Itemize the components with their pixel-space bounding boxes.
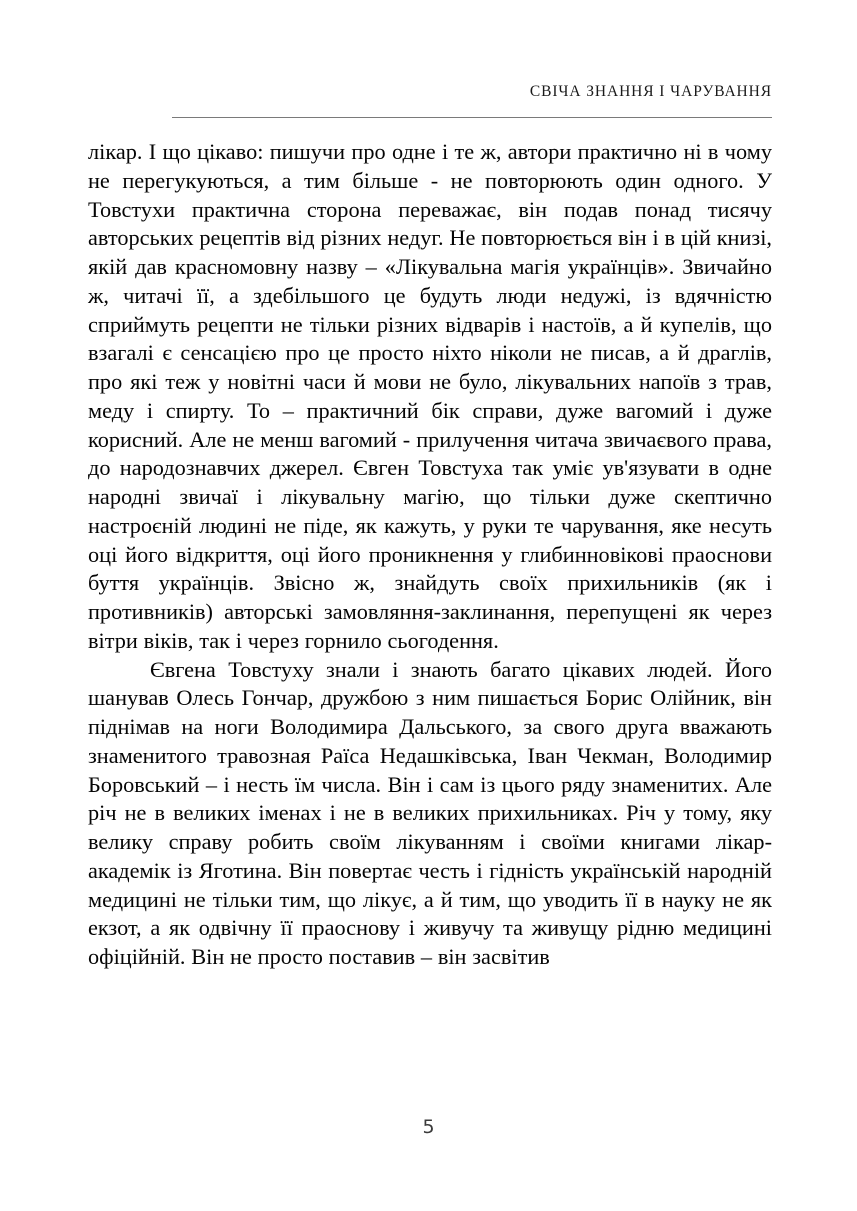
page-number: 5 (422, 1116, 435, 1138)
body-text-block (88, 138, 772, 972)
body-paragraph: Євгена Товстуху знали і знають багато цікавих людей. Його шанував Олесь Гончар, дружбою з ним пишається Борис Олійник, він піднімав на ноги Володимира Дальського, за свого друга вважають знаменитого травозная Раїса Недашківська, Іван Чекман, Володимир Боровський – і несть їм числа. Він і сам із цього ряду знаменитих. Але річ не в великих іменах і не в великих прихильниках. Річ у тому, яку велику справу робить своїм лікуванням і своїми книгами лікар-академік із Яготина. Він повертає честь і гідність українській народній медицині не тільки тим, що лікує, а й тим, що уводить її в науку не як екзот, а як одвічну її праоснову і живучу та живущу рідню медицині офіційній. Він не просто поставив – він засвітив (88, 656, 772, 969)
body-paragraph: лікар. І що цікаво: пишучи про одне і те ж, автори практично ні в чому не перегукуються, а тим більше - не повторюють один одного. У Товстухи практична сторона переважає, він подав понад тисячу авторських рецептів від різних недуг. Не повторюється він і в цій книзі, якій дав красномовну назву – «Лікувальна магія українців». Звичайно ж, читачі її, а здебільшого це будуть люди недужі, із вдячністю сприймуть рецепти не тільки різних відварів і настоїв, а й купелів, що взагалі є сенсацією про це просто ніхто ніколи не писав, а й драглів, про які теж у новітні часи й мови не було, лікувальних напоїв з трав, меду і спирту. То – практичний бік справи, дуже вагомий і дуже корисний. Але не менш вагомий - прилучення читача звичаєвого права, до народознавчих джерел. Євген Товстуха так уміє ув'язувати в одне народні звичаї і лікувальну магію, що тільки дуже скептично настроєній людині не піде, як кажуть, у руки те чарування, яке несуть оці його відкриття, оці його проникнення у глибинновікові праоснови буття українців. Звісно ж, знайдуть своїх прихильників (як і противників) авторські замовляння-заклинання, перепущені як через вітри віків, так і через горнило сьогодення. (88, 139, 772, 653)
header-divider-rule (172, 117, 772, 118)
running-header: СВІЧА ЗНАННЯ І ЧАРУВАННЯ (529, 83, 772, 100)
